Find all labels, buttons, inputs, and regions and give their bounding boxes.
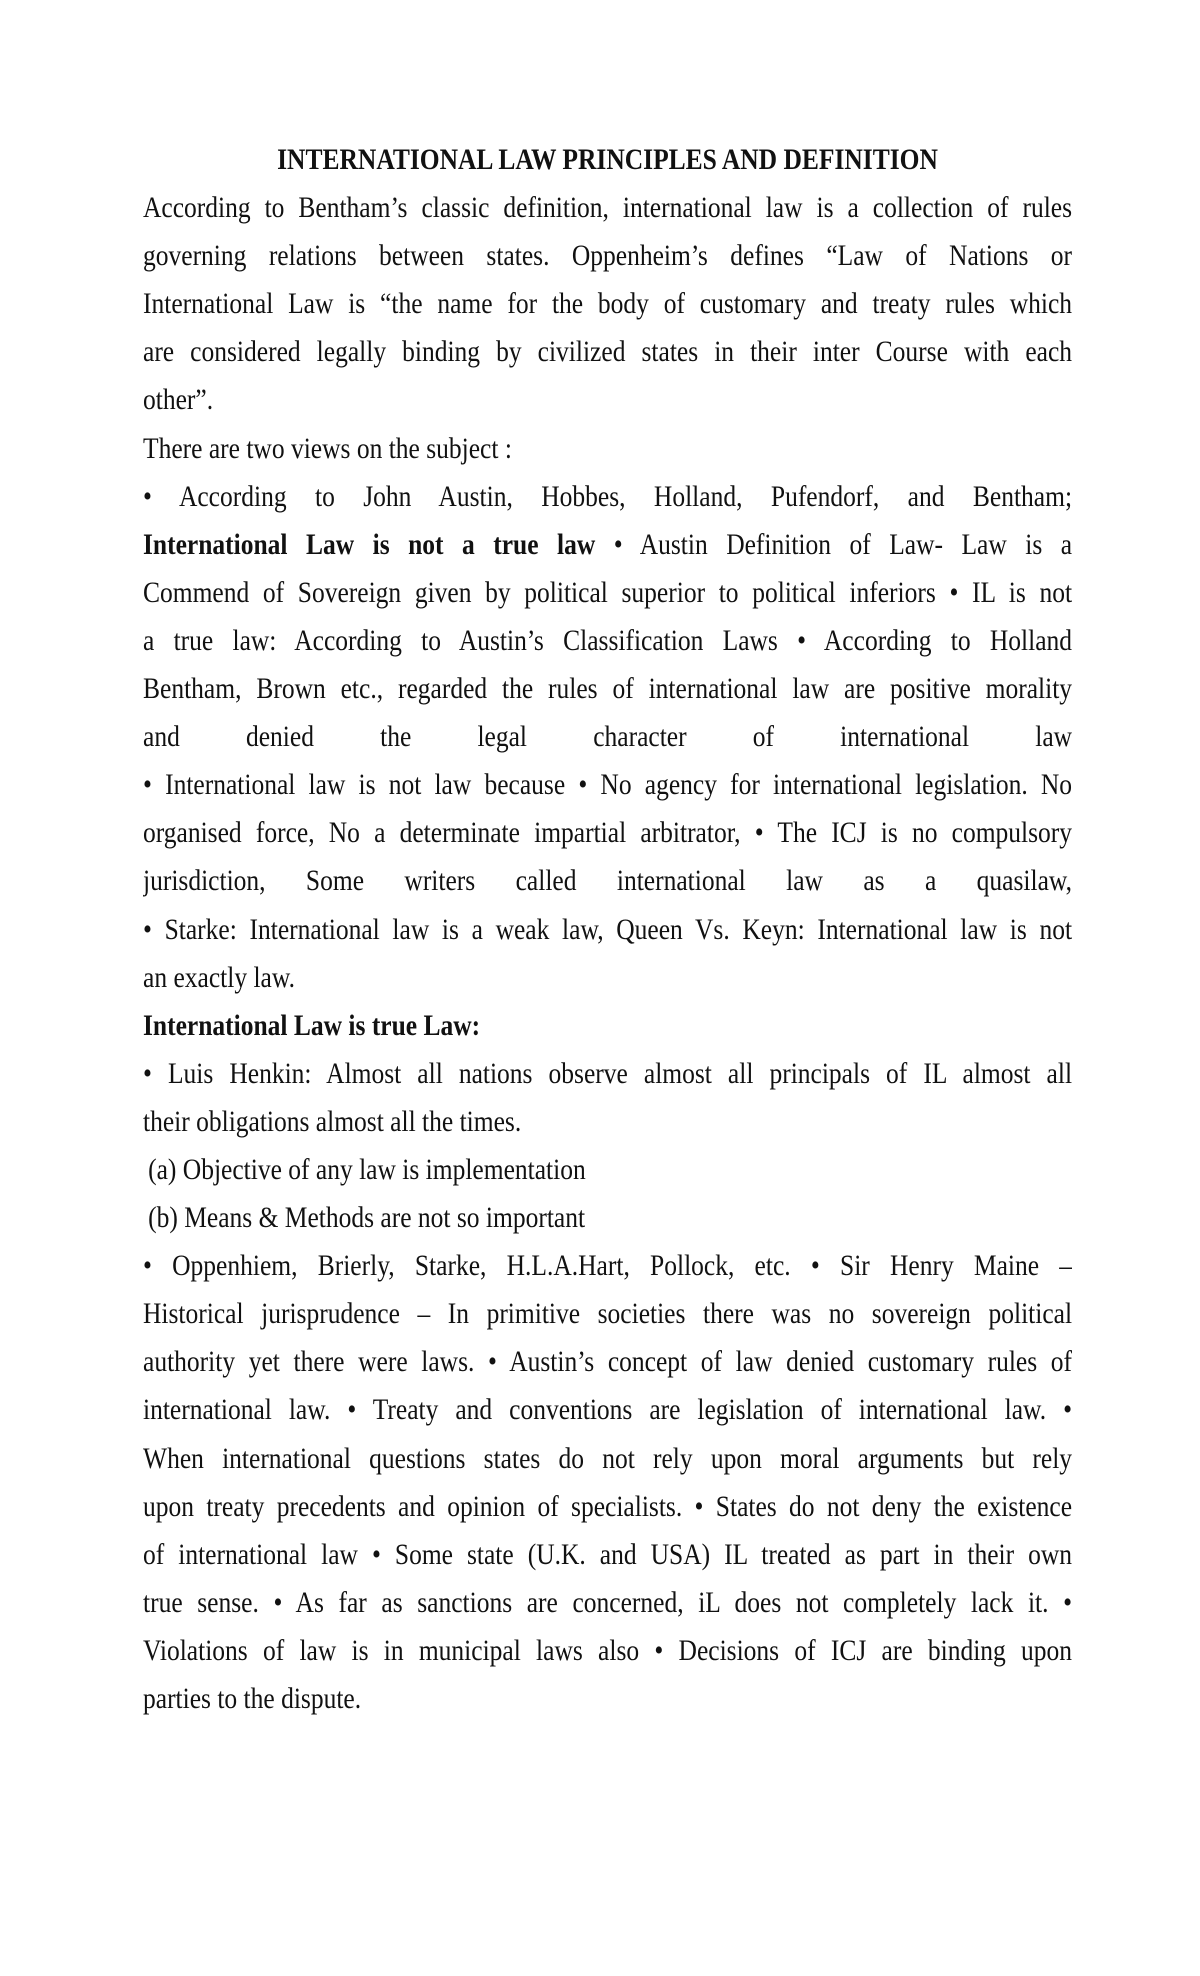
section-heading: International Law is true Law: [143, 1008, 481, 1042]
bold-heading-inline: International Law is not a true law [143, 527, 596, 561]
document-title: INTERNATIONAL LAW PRINCIPLES AND DEFINITION [277, 143, 938, 176]
document-page [143, 136, 1072, 1723]
document-body [143, 136, 1072, 1723]
text-line: There are two views on the subject : [143, 431, 512, 465]
text-line: According to Bentham’s classic definition, international law is a collection of rules [143, 191, 1073, 225]
text-line: • Luis Henkin: Almost all nations observe almost all principals of IL almost all [143, 1056, 1073, 1090]
text-line-mixed [143, 521, 1072, 569]
text-line: governing relations between states. Oppenheim’s defines “Law of Nations or [143, 239, 1073, 273]
text-line: their obligations almost all the times. [143, 1104, 522, 1138]
text-line: When international questions states do not rely upon moral arguments but rely [143, 1441, 1073, 1475]
text-line: parties to the dispute. [143, 1682, 362, 1715]
text-line: • Starke: International law is a weak law, Queen Vs. Keyn: International law is not [143, 912, 1073, 946]
list-item: (a) Objective of any law is implementation [148, 1152, 586, 1186]
text-line: are considered legally binding by civilized states in their inter Course with each [143, 335, 1073, 369]
text-line: Commend of Sovereign given by political superior to political inferiors • IL is not [143, 575, 1073, 609]
text-line: international law. • Treaty and conventions are legislation of international law. • [143, 1393, 1073, 1427]
text-span: • Austin Definition of Law- Law is a [613, 527, 1073, 561]
text-line: jurisdiction, Some writers called international law as a quasilaw, [143, 864, 1073, 898]
text-line: International Law is “the name for the body of customary and treaty rules which [143, 287, 1073, 321]
text-line: Historical jurisprudence – In primitive societies there was no sovereign political [143, 1297, 1073, 1331]
text-line: Violations of law is in municipal laws also • Decisions of ICJ are binding upon [143, 1633, 1073, 1667]
list-item: (b) Means & Methods are not so important [148, 1201, 586, 1235]
text-line: true sense. • As far as sanctions are concerned, iL does not completely lack it. • [143, 1585, 1073, 1619]
text-line: and denied the legal character of international law [143, 720, 1073, 754]
text-line: • According to John Austin, Hobbes, Holland, Pufendorf, and Bentham; [143, 479, 1073, 513]
text-line: upon treaty precedents and opinion of specialists. • States do not deny the existence [143, 1489, 1073, 1523]
text-line: an exactly law. [143, 960, 295, 994]
text-line: Bentham, Brown etc., regarded the rules of international law are positive morality [143, 672, 1073, 706]
text-line: a true law: According to Austin’s Classification Laws • According to Holland [143, 623, 1073, 657]
text-line: authority yet there were laws. • Austin’s concept of law denied customary rules of [143, 1345, 1073, 1379]
text-line: other”. [143, 383, 214, 417]
text-line: organised force, No a determinate impartial arbitrator, • The ICJ is no compulsory [143, 816, 1073, 850]
text-line: of international law • Some state (U.K. and USA) IL treated as part in their own [143, 1537, 1073, 1571]
text-line: • International law is not law because • No agency for international legislation. No [143, 768, 1073, 802]
text-line: • Oppenhiem, Brierly, Starke, H.L.A.Hart, Pollock, etc. • Sir Henry Maine – [143, 1249, 1073, 1283]
